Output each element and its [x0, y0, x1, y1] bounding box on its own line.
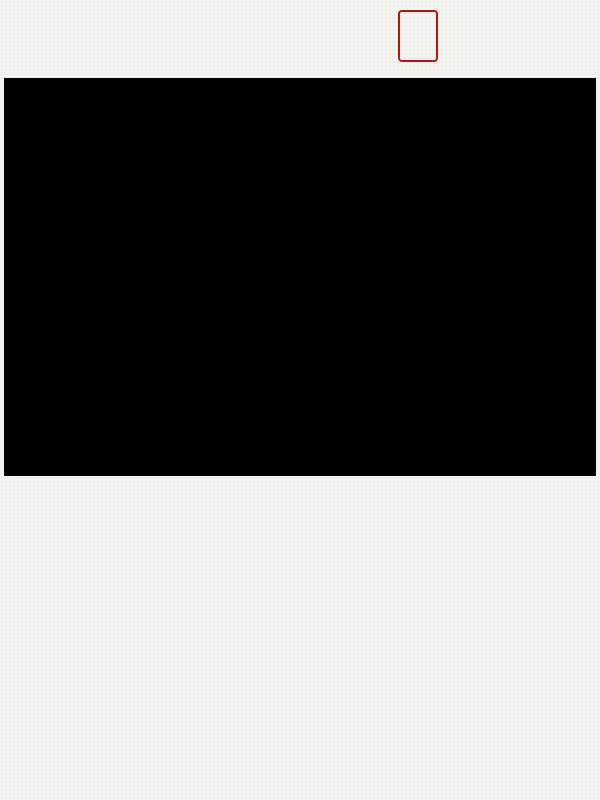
seal-stamp: [398, 10, 438, 62]
chart-board: [4, 78, 596, 476]
brand-logo: [398, 6, 598, 68]
